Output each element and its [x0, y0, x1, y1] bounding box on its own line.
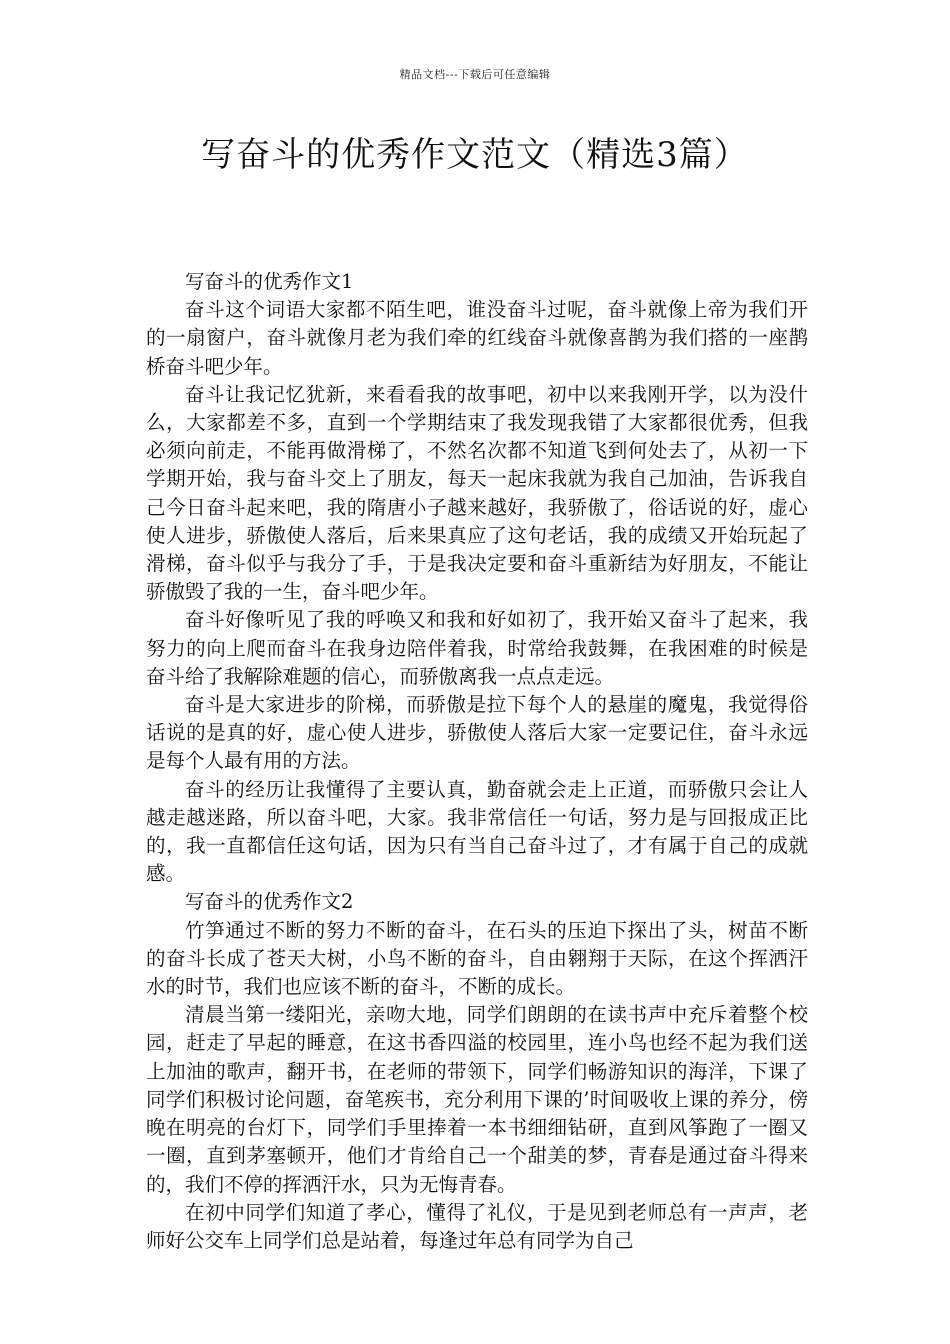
paragraph: 奋斗好像听见了我的呼唤又和我和好如初了，我开始又奋斗了起来，我努力的向上爬而奋斗在我身边陪伴着我，时常给我鼓舞，在我困难的时候是奋斗给了我解除难题的信心，而骄傲离我一点点走远。 [146, 608, 808, 688]
section-heading-1: 写奋斗的优秀作文1 [185, 270, 354, 293]
document-body [146, 268, 808, 1255]
paragraph: 奋斗的经历让我懂得了主要认真，勤奋就会走上正道，而骄傲只会让人越走越迷路，所以奋斗吧，大家。我非常信任一句话，努力是与回报成正比的，我一直都信任这句话，因为只有当自己奋斗过了，才有属于自己的成就感。 [146, 777, 808, 886]
paragraph: 奋斗让我记忆犹新，来看看我的故事吧，初中以来我刚开学，以为没什么，大家都差不多，直到一个学期结束了我发现我错了大家都很优秀，但我必须向前走，不能再做滑梯了，不然名次都不知道飞到何处去了，从初一下学期开始，我与奋斗交上了朋友，每天一起床我就为我自己加油，告诉我自己今日奋斗起来吧，我的隋唐小子越来越好，我骄傲了，俗话说的好，虚心使人进步，骄傲使人落后，后来果真应了这句老话，我的成绩又开始玩起了滑梯，奋斗似乎与我分了手，于是我决定要和奋斗重新结为好朋友，不能让骄傲毁了我的一生，奋斗吧少年。 [146, 382, 808, 604]
paragraph: 竹笋通过不断的努力不断的奋斗，在石头的压迫下探出了头，树苗不断的奋斗长成了苍天大树，小鸟不断的奋斗，自由翱翔于天际，在这个挥洒汗水的时节，我们也应该不断的奋斗，不断的成长。 [146, 918, 808, 999]
paragraph: 清晨当第一缕阳光，亲吻大地，同学们朗朗的在读书声中充斥着整个校园，赶走了早起的睡意，在这书香四溢的校园里，连小鸟也经不起为我们送上加油的歌声，翻开书，在老师的带领下，同学们畅游知识的海洋，下课了同学们积极讨论问题，奋笔疾书，充分利用下课的’时间吸收上课的养分，傍晚在明亮的台灯下，同学们手里捧着一本书细细钻研，直到风筝跑了一圈又一圈，直到茅塞顿开，他们才肯给自己一个甜美的梦，青春是通过奋斗得来的，我们不停的挥洒汗水，只为无悔青春。 [146, 1003, 808, 1196]
paragraph: 奋斗是大家进步的阶梯，而骄傲是拉下每个人的悬崖的魔鬼，我觉得俗话说的是真的好，虚心使人进步，骄傲使人落后大家一定要记住，奋斗永远是每个人最有用的方法。 [146, 693, 808, 773]
section-heading-2: 写奋斗的优秀作文2 [185, 890, 354, 914]
paragraph: 在初中同学们知道了孝心，懂得了礼仪，于是见到老师总有一声声，老师好公交车上同学们总是站着，每逢过年总有同学为自己 [146, 1200, 808, 1252]
header-note: 精品文档---下载后可任意编辑 [399, 68, 551, 81]
document-title: 写奋斗的优秀作文范文（精选3篇） [201, 135, 749, 175]
paragraph: 奋斗这个词语大家都不陌生吧，谁没奋斗过呢，奋斗就像上帝为我们开的一扇窗户，奋斗就像月老为我们牵的红线奋斗就像喜鹊为我们搭的一座鹊桥奋斗吧少年。 [146, 298, 808, 378]
